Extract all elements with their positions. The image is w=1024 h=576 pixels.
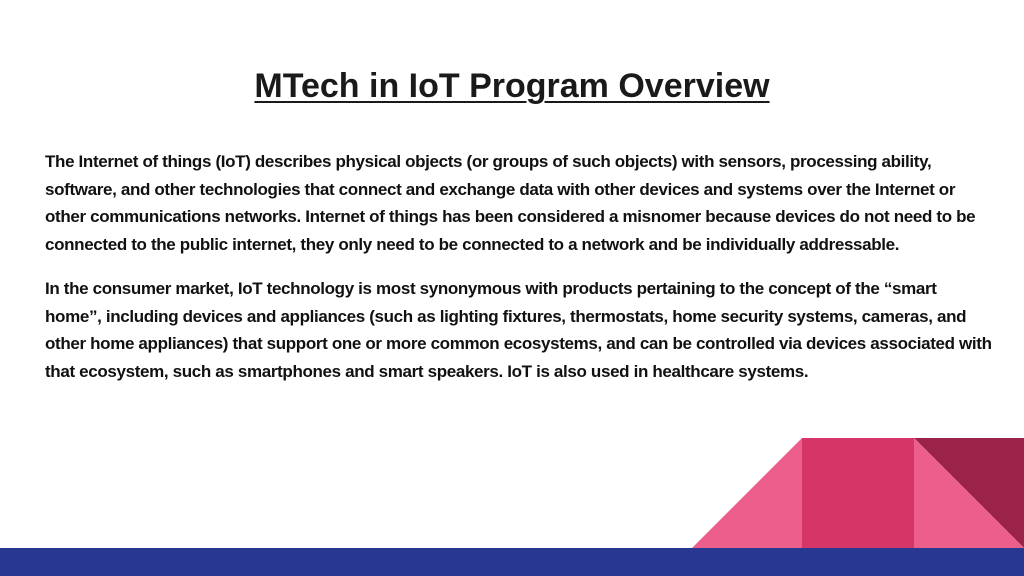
slide-body xyxy=(45,148,995,402)
pink-square-center xyxy=(802,438,914,548)
slide-title xyxy=(0,62,1024,110)
pink-triangle-left xyxy=(692,438,802,548)
body-paragraph-1: The Internet of things (IoT) describes physical objects (or groups of such objects) with sensors, processing ability, software, and other technologies that connect and exchange data with other devices and systems over the Internet or other communications networks. Internet of things has been considered a misnomer because devices do not need to be connected to the public internet, they only need to be connected to a network and be individually addressable. xyxy=(45,152,976,254)
slide-title-text: MTech in IoT Program Overview xyxy=(254,67,770,105)
maroon-triangle-right xyxy=(914,438,1024,548)
pink-triangle-right xyxy=(914,438,1024,548)
body-paragraph-2: In the consumer market, IoT technology is most synonymous with products pertaining to the concept of the “smart home”, including devices and appliances (such as lighting fixtures, thermostats, home security systems, cameras, and other home appliances) that support one or more common ecosystems, and can be controlled via devices associated with that ecosystem, such as smartphones and smart speakers. IoT is also used in healthcare systems. xyxy=(45,279,992,381)
footer-band xyxy=(0,548,1024,576)
